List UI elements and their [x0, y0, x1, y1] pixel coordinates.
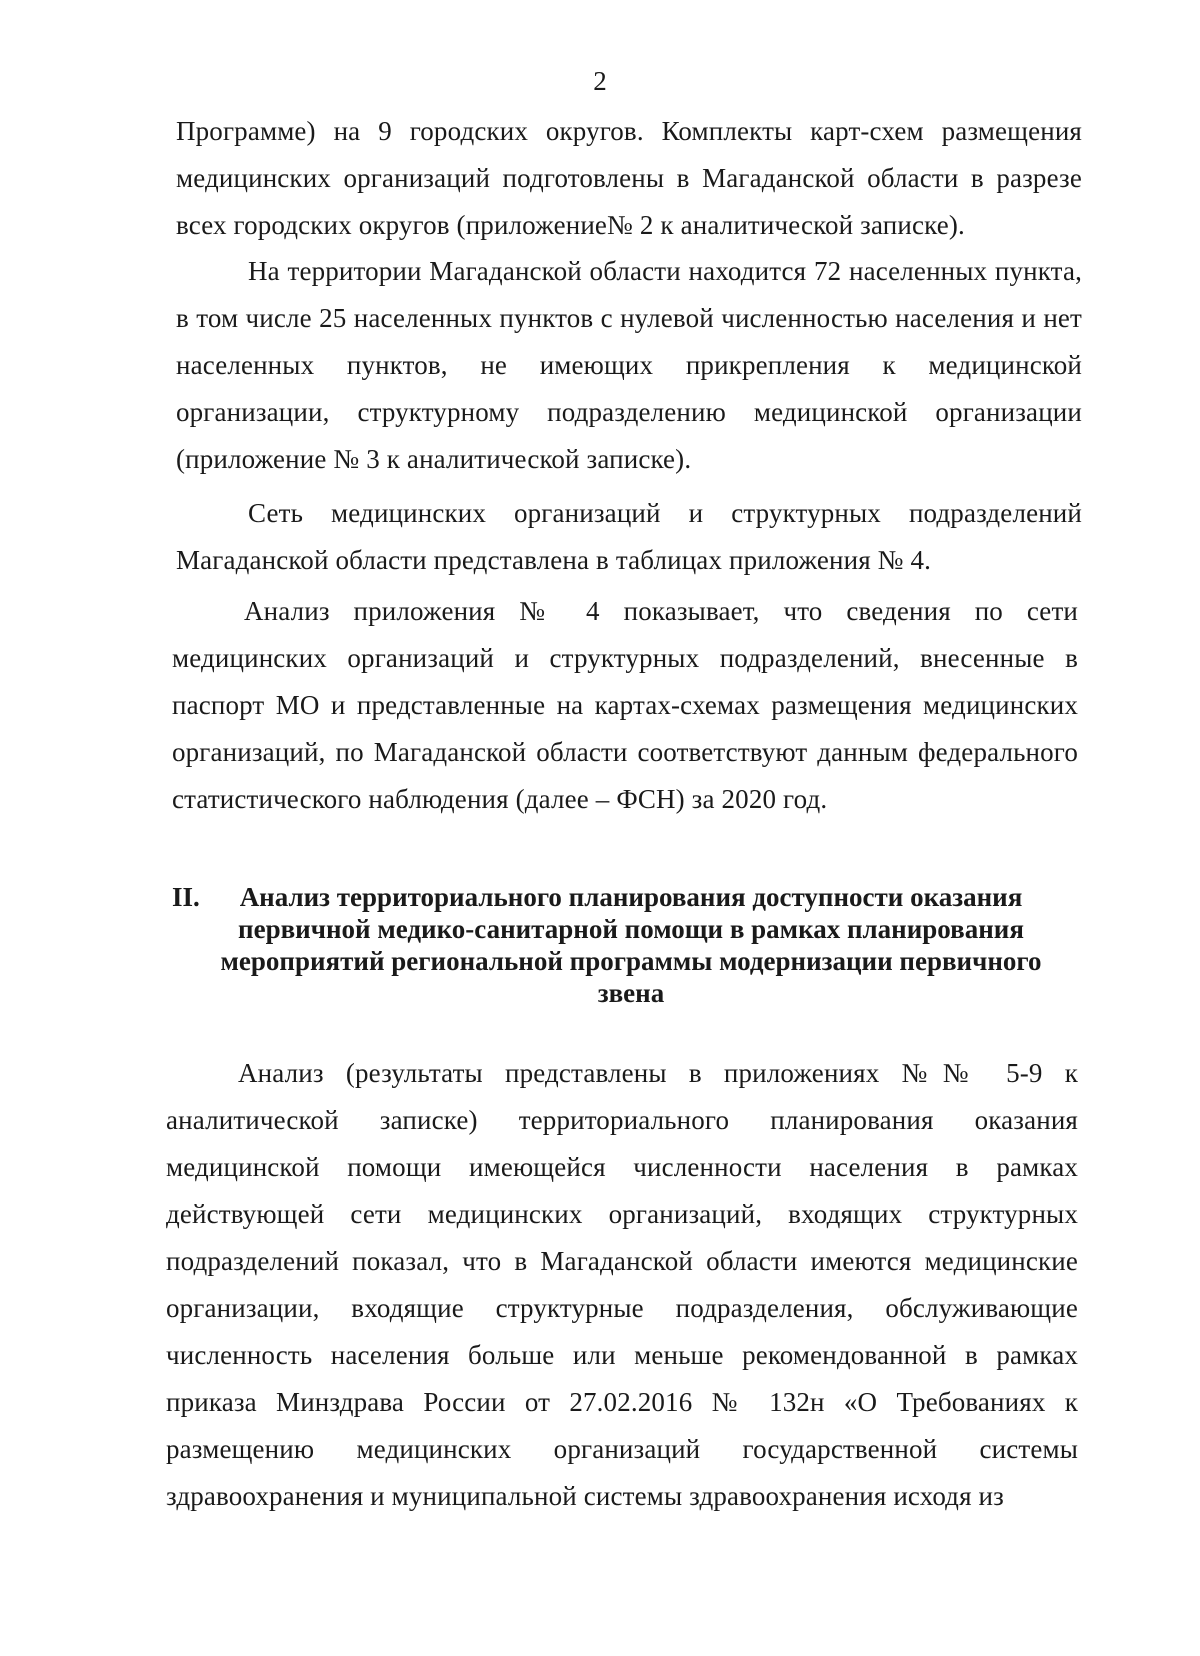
section-heading	[172, 881, 1072, 1009]
paragraph-5: Анализ (результаты представлены в приложениях №№ 5-9 к аналитической записке) территориального планирования оказания медицинской помощи имеющейся численности населения в рамках действующей сети медицинских организаций, входящих структурных подразделений показал, что в Магаданской области имеются медицинские организации, входящие структурные подразделения, обслуживающие численность населения больше или меньше рекомендованной в рамках приказа Минздрава России от 27.02.2016 № 132н «О Требованиях к размещению медицинских организаций государственной системы здравоохранения и муниципальной системы здравоохранения исходя из	[166, 1058, 1078, 1511]
paragraph-1: Программе) на 9 городских округов. Комплекты карт-схем размещения медицинских организаций подготовлены в Магаданской области в разрезе всех городских округов (приложение№ 2 к аналитической записке).	[176, 116, 1082, 240]
paragraph-2: На территории Магаданской области находится 72 населенных пункта, в том числе 25 населенных пунктов с нулевой численностью населения и нет населенных пунктов, не имеющих прикрепления к медицинской организации, структурному подразделению медицинской организации (приложение № 3 к аналитической записке).	[176, 256, 1082, 474]
section-title: Анализ территориального планирования доступности оказания первичной медико-санитарной помощи в рамках планирования мероприятий региональной программы модернизации первичного звена	[220, 882, 1042, 1008]
section-number: II.	[172, 882, 200, 912]
paragraph-3: Сеть медицинских организаций и структурных подразделений Магаданской области представлена в таблицах приложения № 4.	[176, 498, 1082, 575]
paragraph-4: Анализ приложения № 4 показывает, что сведения по сети медицинских организаций и структурных подразделений, внесенные в паспорт МО и представленные на картах-схемах размещения медицинских организаций, по Магаданской области соответствуют данным федерального статистического наблюдения (далее – ФСН) за 2020 год.	[172, 596, 1078, 814]
page-number: 2	[593, 66, 607, 96]
